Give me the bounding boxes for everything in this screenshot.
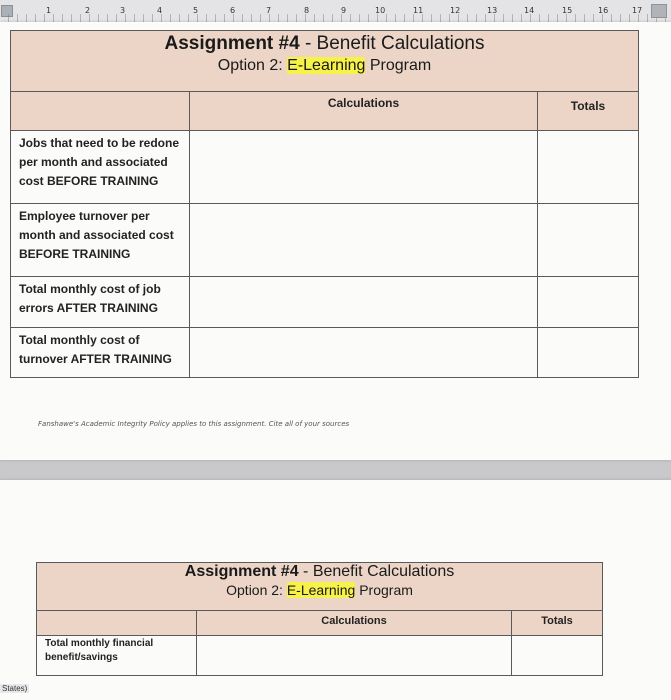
ruler-number: 3 — [120, 6, 126, 15]
calculations-header[interactable]: Calculations — [190, 92, 538, 131]
totals-cell[interactable] — [538, 277, 639, 328]
edge-text: States) — [2, 684, 28, 693]
assignment-title: Assignment #4 - Benefit Calculations — [184, 563, 455, 580]
document-page-2 — [0, 480, 671, 700]
table-title-cell[interactable] — [11, 31, 639, 92]
highlighted-text: E-Learning — [287, 57, 366, 74]
header-blank-cell[interactable] — [37, 611, 197, 636]
ruler-number: 10 — [375, 6, 386, 15]
ruler-marker-icon[interactable] — [651, 4, 667, 18]
totals-cell[interactable] — [538, 328, 639, 378]
ruler-number: 15 — [562, 6, 573, 15]
calculations-cell[interactable] — [190, 131, 538, 204]
ruler-number: 6 — [230, 6, 236, 15]
totals-header[interactable]: Totals — [538, 92, 639, 131]
ruler-number: 8 — [304, 6, 310, 15]
ruler-number: 1 — [46, 6, 52, 15]
totals-cell[interactable] — [512, 636, 603, 676]
ruler-number: 7 — [266, 6, 272, 15]
calculations-header[interactable]: Calculations — [197, 611, 512, 636]
header-blank-cell[interactable] — [11, 92, 190, 131]
row-label[interactable]: Total monthly cost of turnover AFTER TRAINING — [11, 328, 190, 378]
ruler-number: 16 — [598, 6, 609, 15]
ruler-number: 2 — [85, 6, 91, 15]
academic-integrity-footnote: Fanshawe's Academic Integrity Policy applies to this assignment. Cite all of your sources — [38, 420, 350, 428]
highlighted-text: E-Learning — [286, 582, 356, 598]
row-label[interactable]: Employee turnover per month and associated cost BEFORE TRAINING — [11, 204, 190, 277]
ruler-number: 4 — [157, 6, 163, 15]
calculations-cell[interactable] — [197, 636, 512, 676]
benefit-calculations-table — [10, 30, 639, 378]
calculations-cell[interactable] — [190, 277, 538, 328]
table-title-cell[interactable] — [37, 563, 603, 611]
ruler-number: 13 — [487, 6, 498, 15]
totals-header[interactable]: Totals — [512, 611, 603, 636]
assignment-subtitle: Option 2: E-Learning Program — [217, 57, 432, 74]
ruler-number: 9 — [341, 6, 347, 15]
document-page-1 — [0, 22, 671, 460]
totals-cell[interactable] — [538, 131, 639, 204]
ruler-number: 11 — [413, 6, 424, 15]
calculations-cell[interactable] — [190, 328, 538, 378]
assignment-title: Assignment #4 - Benefit Calculations — [164, 33, 485, 54]
row-label[interactable]: Total monthly financial benefit/savings — [37, 636, 197, 676]
row-label[interactable]: Total monthly cost of job errors AFTER TRAINING — [11, 277, 190, 328]
row-label[interactable]: Jobs that need to be redone per month and associated cost BEFORE TRAINING — [11, 131, 190, 204]
assignment-subtitle: Option 2: E-Learning Program — [226, 582, 413, 598]
calculations-cell[interactable] — [190, 204, 538, 277]
ruler-number: 14 — [524, 6, 535, 15]
ruler-number: 17 — [632, 6, 643, 15]
ruler-number: 5 — [193, 6, 199, 15]
benefit-calculations-table-2 — [36, 562, 603, 676]
ruler-number: 12 — [450, 6, 461, 15]
totals-cell[interactable] — [538, 204, 639, 277]
ruler-ticks — [8, 14, 671, 22]
ruler — [0, 0, 671, 23]
